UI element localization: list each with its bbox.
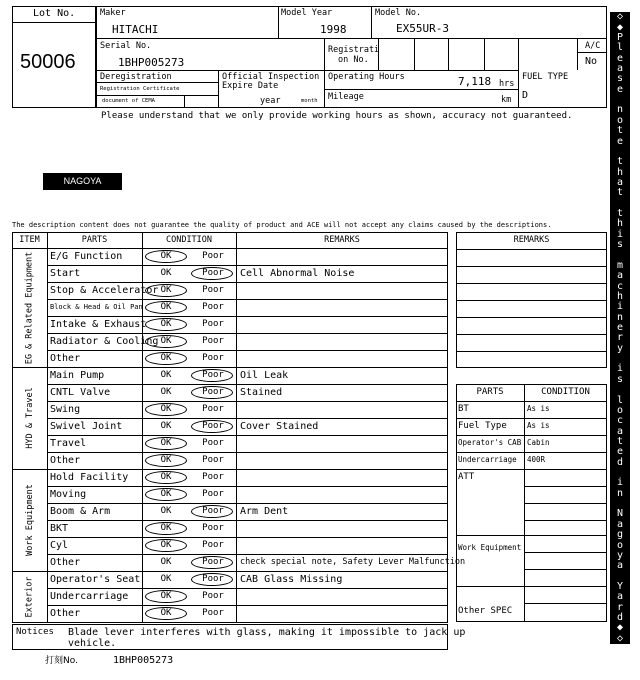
att-label: ATT bbox=[458, 472, 475, 482]
poor-option: Poor bbox=[202, 421, 224, 431]
selected-ok-circle bbox=[145, 437, 187, 450]
sidebar-char: a bbox=[616, 426, 624, 437]
sidebar-char: a bbox=[616, 270, 624, 281]
sidebar-char: s bbox=[616, 239, 624, 250]
selected-ok-circle bbox=[145, 403, 187, 416]
sidebar-char: a bbox=[616, 560, 624, 571]
group-label: EG & Related Equipment bbox=[24, 251, 35, 364]
serial-no-label: Serial No. bbox=[100, 41, 152, 51]
ok-option: OK bbox=[160, 506, 172, 516]
sidebar-char: r bbox=[616, 332, 624, 343]
group-label: Exterior bbox=[24, 576, 35, 617]
sidebar-char: l bbox=[616, 395, 624, 406]
table-row bbox=[47, 605, 448, 622]
poor-option: Poor bbox=[202, 302, 224, 312]
remark-text: Stained bbox=[240, 387, 283, 398]
ok-option: OK bbox=[160, 608, 172, 618]
col-header-parts: PARTS bbox=[81, 235, 108, 245]
sidebar-char: ◇ bbox=[616, 11, 624, 22]
mileage-label: Mileage bbox=[328, 92, 364, 102]
col-header-item: ITEM bbox=[19, 235, 40, 245]
poor-option: Poor bbox=[202, 489, 224, 499]
selected-ok-circle bbox=[145, 454, 187, 467]
part-name: BKT bbox=[50, 523, 69, 534]
poor-option: Poor bbox=[202, 472, 224, 482]
selected-ok-circle bbox=[145, 284, 187, 297]
sidebar-char: c bbox=[616, 281, 624, 292]
month-label: month bbox=[301, 98, 318, 104]
part-name: Radiator & Cooling bbox=[50, 336, 159, 347]
table-row bbox=[47, 452, 448, 469]
deregistration-label: Deregistration bbox=[100, 72, 172, 82]
lot-no-label: Lot No. bbox=[33, 8, 76, 19]
sidebar-char: o bbox=[616, 540, 624, 551]
hours-notice: Please understand that we only provide working hours as shown, accuracy not guaranteed. bbox=[101, 111, 573, 121]
remark-text: check special note, Safety Lever Malfunction bbox=[240, 557, 466, 567]
fuel-type-value: D bbox=[522, 90, 529, 101]
sidebar-char: h bbox=[616, 291, 624, 302]
ok-option: OK bbox=[160, 268, 172, 278]
sidebar-char: d bbox=[616, 612, 624, 623]
right-part-name: Undercarriage bbox=[458, 455, 517, 464]
sidebar-char: n bbox=[616, 488, 624, 499]
right-part-name: Operator's CAB bbox=[458, 438, 522, 447]
operating-hours-label: Operating Hours bbox=[328, 72, 405, 82]
ok-option: OK bbox=[160, 353, 172, 363]
model-no-value: EX55UR-3 bbox=[396, 22, 449, 35]
sidebar-char: s bbox=[616, 374, 624, 385]
operating-hours-value: 7,118 bbox=[458, 75, 492, 88]
location-badge bbox=[43, 173, 122, 190]
sidebar-char: y bbox=[616, 550, 624, 561]
sidebar-char: a bbox=[616, 177, 624, 188]
sidebar-char: a bbox=[616, 519, 624, 530]
poor-option: Poor bbox=[202, 370, 224, 380]
sidebar-char: t bbox=[616, 125, 624, 136]
remark-text: Cover Stained bbox=[240, 421, 319, 432]
poor-option: Poor bbox=[202, 608, 224, 618]
sidebar-char: r bbox=[616, 602, 624, 613]
selected-poor-circle bbox=[191, 573, 233, 586]
stamp-value: 1BHP005273 bbox=[113, 655, 174, 666]
ok-option: OK bbox=[160, 387, 172, 397]
hrs-label: hrs bbox=[499, 79, 515, 89]
table-row bbox=[47, 486, 448, 503]
table-row bbox=[47, 401, 448, 418]
disclaimer: The description content does not guarantee the quality of product and ACE will not accept any claims caused by the descriptions. bbox=[12, 221, 552, 229]
table-row bbox=[47, 520, 448, 537]
part-name: CNTL Valve bbox=[50, 387, 111, 398]
sidebar-char: e bbox=[616, 322, 624, 333]
selected-ok-circle bbox=[145, 522, 187, 535]
sidebar-char: n bbox=[616, 312, 624, 323]
part-name: Other bbox=[50, 608, 81, 619]
right-col-parts: PARTS bbox=[476, 387, 504, 397]
stamp-label: 打刻No. bbox=[45, 656, 78, 666]
location-badge-text: NAGOYA bbox=[63, 176, 102, 186]
maker-label: Maker bbox=[100, 8, 126, 18]
ok-option: OK bbox=[160, 421, 172, 431]
model-no-label: Model No. bbox=[375, 8, 422, 18]
ok-option: OK bbox=[160, 319, 172, 329]
remark-text: Cell Abnormal Noise bbox=[240, 268, 355, 279]
selected-poor-circle bbox=[191, 267, 233, 280]
ok-option: OK bbox=[160, 591, 172, 601]
part-name: Other bbox=[50, 557, 81, 568]
poor-option: Poor bbox=[202, 557, 224, 567]
remarks-header: REMARKS bbox=[513, 235, 550, 245]
selected-ok-circle bbox=[145, 488, 187, 501]
sidebar-char: e bbox=[616, 136, 624, 147]
poor-option: Poor bbox=[202, 319, 224, 329]
remark-text: Arm Dent bbox=[240, 506, 289, 517]
ok-option: OK bbox=[160, 523, 172, 533]
part-name: Other bbox=[50, 353, 81, 364]
sidebar-char: e bbox=[616, 53, 624, 64]
registration-no-label: Registrati bbox=[328, 45, 380, 55]
part-name: Block & Head & Oil Pan bbox=[50, 303, 143, 311]
selected-ok-circle bbox=[145, 352, 187, 365]
ok-option: OK bbox=[160, 574, 172, 584]
selected-ok-circle bbox=[145, 301, 187, 314]
poor-option: Poor bbox=[202, 353, 224, 363]
lot-number: 50006 bbox=[20, 51, 76, 73]
ok-option: OK bbox=[160, 557, 172, 567]
model-year-label: Model Year bbox=[281, 8, 333, 18]
poor-option: Poor bbox=[202, 404, 224, 414]
col-header-condition: CONDITION bbox=[165, 235, 213, 245]
remark-text: Oil Leak bbox=[240, 370, 289, 381]
selected-ok-circle bbox=[145, 607, 187, 620]
work-equipment-label: Work Equipment bbox=[458, 543, 522, 552]
poor-option: Poor bbox=[202, 336, 224, 346]
col-header-remarks: REMARKS bbox=[324, 235, 360, 245]
sidebar-char: Y bbox=[616, 581, 624, 592]
poor-option: Poor bbox=[202, 574, 224, 584]
ok-option: OK bbox=[160, 540, 172, 550]
poor-option: Poor bbox=[202, 268, 224, 278]
sidebar-char: a bbox=[616, 63, 624, 74]
sidebar-char: h bbox=[616, 218, 624, 229]
part-name: Intake & Exhaust bbox=[50, 319, 147, 330]
part-name: Main Pump bbox=[50, 370, 105, 381]
part-name: Moving bbox=[50, 489, 87, 500]
sidebar-char: l bbox=[616, 42, 624, 53]
right-col-condition: CONDITION bbox=[541, 387, 590, 397]
sidebar-char: s bbox=[616, 73, 624, 84]
sidebar-char: y bbox=[616, 343, 624, 354]
sidebar-char: a bbox=[616, 591, 624, 602]
sidebar-char: t bbox=[616, 187, 624, 198]
remark-text: CAB Glass Missing bbox=[240, 574, 343, 585]
poor-option: Poor bbox=[202, 455, 224, 465]
right-part-name: BT bbox=[458, 404, 469, 414]
fuel-type-label: FUEL TYPE bbox=[522, 72, 569, 82]
sidebar-char: n bbox=[616, 104, 624, 115]
cema-label: document of CEMA bbox=[102, 98, 155, 104]
sidebar-char: g bbox=[616, 529, 624, 540]
registration-no-label-2: on No. bbox=[338, 55, 369, 65]
sidebar-char: e bbox=[616, 84, 624, 95]
poor-option: Poor bbox=[202, 285, 224, 295]
selected-poor-circle bbox=[191, 386, 233, 399]
right-part-condition: Cabin bbox=[527, 438, 550, 447]
poor-option: Poor bbox=[202, 438, 224, 448]
poor-option: Poor bbox=[202, 506, 224, 516]
sidebar-char: i bbox=[616, 229, 624, 240]
inspection-label-2: Expire Date bbox=[222, 81, 279, 91]
sidebar-char: N bbox=[616, 508, 624, 519]
part-name: Boom & Arm bbox=[50, 506, 111, 517]
serial-no-value: 1BHP005273 bbox=[118, 56, 185, 69]
selected-ok-circle bbox=[145, 539, 187, 552]
right-part-name: Fuel Type bbox=[458, 421, 507, 431]
ok-option: OK bbox=[160, 489, 172, 499]
sidebar-char: o bbox=[616, 115, 624, 126]
poor-option: Poor bbox=[202, 251, 224, 261]
year-label: year bbox=[260, 96, 281, 106]
sidebar-char: c bbox=[616, 415, 624, 426]
part-name: Swing bbox=[50, 404, 81, 415]
poor-option: Poor bbox=[202, 387, 224, 397]
selected-ok-circle bbox=[145, 471, 187, 484]
sidebar-char: d bbox=[616, 457, 624, 468]
sidebar-char: P bbox=[616, 32, 624, 43]
poor-option: Poor bbox=[202, 523, 224, 533]
selected-poor-circle bbox=[191, 369, 233, 382]
ok-option: OK bbox=[160, 455, 172, 465]
notices-label: Notices bbox=[16, 627, 54, 637]
table-row bbox=[47, 435, 448, 452]
part-name: Start bbox=[50, 268, 81, 279]
inspection-label: Official Inspection bbox=[222, 72, 320, 82]
model-year-value: 1998 bbox=[320, 23, 347, 36]
sidebar-char: ◇ bbox=[616, 633, 624, 644]
ac-label: A/C bbox=[585, 41, 601, 51]
right-part-condition: As is bbox=[527, 421, 550, 430]
selected-ok-circle bbox=[145, 318, 187, 331]
part-name: E/G Function bbox=[50, 251, 123, 262]
ok-option: OK bbox=[160, 438, 172, 448]
sidebar-char: t bbox=[616, 208, 624, 219]
sidebar-char: ◆ bbox=[616, 622, 624, 633]
part-name: Other bbox=[50, 455, 81, 466]
sidebar-char: m bbox=[616, 260, 624, 271]
part-name: Swivel Joint bbox=[50, 421, 123, 432]
ok-option: OK bbox=[160, 302, 172, 312]
km-label: km bbox=[501, 95, 512, 105]
sidebar-char: o bbox=[616, 405, 624, 416]
sidebar-char: e bbox=[616, 446, 624, 457]
right-part-condition: As is bbox=[527, 404, 550, 413]
ok-option: OK bbox=[160, 336, 172, 346]
sidebar-char: h bbox=[616, 167, 624, 178]
group-label: Work Equipment bbox=[24, 484, 35, 556]
part-name: Travel bbox=[50, 438, 87, 449]
selected-ok-circle bbox=[145, 250, 187, 263]
table-row bbox=[47, 537, 448, 554]
right-part-condition: 400R bbox=[527, 455, 546, 464]
sidebar-char: i bbox=[616, 301, 624, 312]
selected-poor-circle bbox=[191, 505, 233, 518]
ok-option: OK bbox=[160, 285, 172, 295]
selected-ok-circle bbox=[145, 335, 187, 348]
ok-option: OK bbox=[160, 404, 172, 414]
ok-option: OK bbox=[160, 472, 172, 482]
sidebar-char: t bbox=[616, 156, 624, 167]
maker-value: HITACHI bbox=[112, 23, 159, 36]
registration-certificate-label: Registration Certificate bbox=[100, 86, 180, 92]
part-name: Cyl bbox=[50, 540, 69, 551]
notices-line1: Blade lever interferes with glass, making it impossible to jack up bbox=[68, 627, 466, 638]
part-name: Stop & Accelerator bbox=[50, 285, 159, 296]
ok-option: OK bbox=[160, 251, 172, 261]
poor-option: Poor bbox=[202, 591, 224, 601]
part-name: Operator's Seat bbox=[50, 574, 141, 585]
sidebar-char: ◆ bbox=[616, 22, 624, 33]
selected-poor-circle bbox=[191, 556, 233, 569]
table-row bbox=[47, 350, 448, 367]
group-label: HYD & Travel bbox=[24, 387, 35, 449]
sidebar-char: i bbox=[616, 363, 624, 374]
notices-line2: vehicle. bbox=[68, 638, 117, 649]
part-name: Hold Facility bbox=[50, 472, 129, 483]
ac-value: No bbox=[585, 56, 598, 67]
ok-option: OK bbox=[160, 370, 172, 380]
sidebar-char: t bbox=[616, 436, 624, 447]
poor-option: Poor bbox=[202, 540, 224, 550]
selected-poor-circle bbox=[191, 420, 233, 433]
part-name: Undercarriage bbox=[50, 591, 129, 602]
other-spec-label: Other SPEC bbox=[458, 606, 513, 616]
location-sidebar bbox=[610, 12, 630, 644]
sidebar-char: i bbox=[616, 477, 624, 488]
selected-ok-circle bbox=[145, 590, 187, 603]
